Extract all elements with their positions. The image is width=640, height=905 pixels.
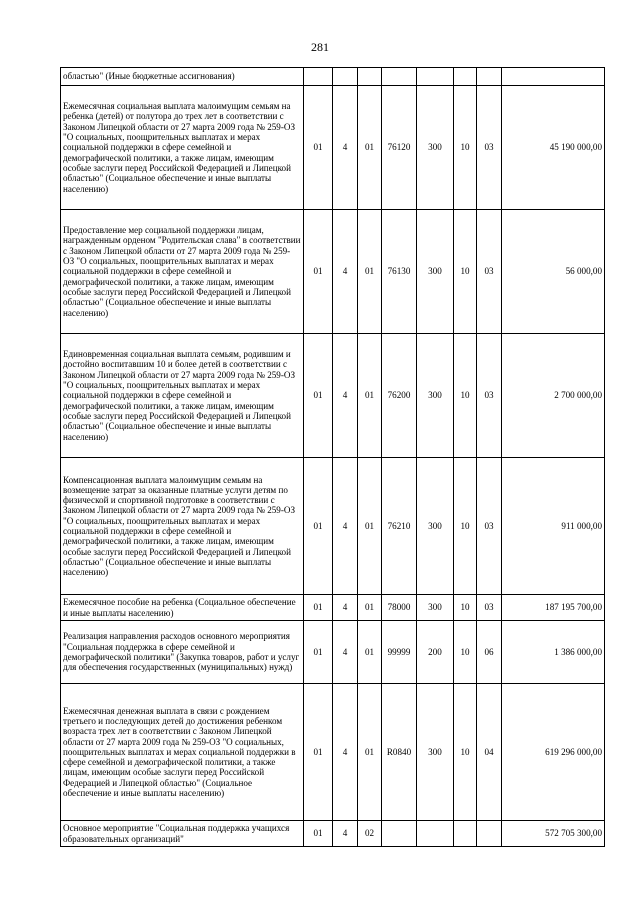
row-description: Основное мероприятие "Социальная поддержка учащихся образовательных организаций" [61,821,304,847]
main-activity-code: 01 [358,595,382,621]
row-description: Предоставление мер социальной поддержки лицам, награжденным орденом "Родительская слава" в соответствии с Законом Липецкой области от 27 марта 2009 года № 259-ОЗ "О социальных, поощрительных выплатах и мерах социальной поддержки в сфере семейной и демографической политики, а также лицам, имеющим особые заслуги перед Российской Федерацией и Липецкой областью" (Социальное обеспечение и иные выплаты населению) [61,210,304,334]
program-code [304,68,333,86]
main-activity-code [358,68,382,86]
subsection-code: 03 [477,595,502,621]
expense-direction-code: 76120 [382,86,417,210]
expense-direction-code [382,68,417,86]
row-description: Ежемесячное пособие на ребенка (Социальное обеспечение и иные выплаты населению) [61,595,304,621]
row-description: Компенсационная выплата малоимущим семьям на возмещение затрат за оказанные платные услуги детям по физической и спортивной подготовке в соответствии с Законом Липецкой области от 27 марта 2009 года № 259-ОЗ "О социальных, поощрительных выплатах и мерах социальной поддержки в сфере семейной и демографической политики, а также лицам, имеющим особые заслуги перед Российской Федерацией и Липецкой областью" (Социальное обеспечение и иные выплаты населению) [61,458,304,595]
amount: 911 000,00 [502,458,605,595]
amount: 45 190 000,00 [502,86,605,210]
expense-direction-code: 99999 [382,621,417,684]
budget-table [60,67,605,847]
expense-direction-code: 78000 [382,595,417,621]
expense-direction-code: R0840 [382,684,417,821]
row-description: Ежемесячная социальная выплата малоимущим семьям на ребенка (детей) от полутора до трех лет в соответствии с Законом Липецкой области от 27 марта 2009 года № 259-ОЗ "О социальных, поощрительных выплатах и мерах социальной поддержки в сфере семейной и демографической политики, а также лицам, имеющим особые заслуги перед Российской Федерацией и Липецкой областью" (Социальное обеспечение и иные выплаты населению) [61,86,304,210]
section-code: 10 [454,210,477,334]
expense-type-code: 300 [417,684,454,821]
program-code: 01 [304,210,333,334]
main-activity-code: 01 [358,86,382,210]
subsection-code: 04 [477,684,502,821]
table-row [61,621,605,684]
main-activity-code: 01 [358,334,382,458]
program-code: 01 [304,821,333,847]
main-activity-code: 01 [358,684,382,821]
expense-type-code [417,821,454,847]
program-code: 01 [304,458,333,595]
page-number: 281 [311,40,329,54]
row-description: Ежемесячная денежная выплата в связи с рождением третьего и последующих детей до достижения ребенком возраста трех лет в соответствии с Законом Липецкой области от 27 марта 2009 года № 259-ОЗ "О социальных, поощрительных выплатах и мерах социальной поддержки в сфере семейной и демографической политики, а также лицам, имеющим особые заслуги перед Российской Федерацией и Липецкой областью" (Социальное обеспечение и иные выплаты населению) [61,684,304,821]
row-description: областью" (Иные бюджетные ассигнования) [61,68,304,86]
amount [502,68,605,86]
amount: 619 296 000,00 [502,684,605,821]
section-code: 10 [454,458,477,595]
amount: 56 000,00 [502,210,605,334]
subsection-code: 06 [477,621,502,684]
program-code: 01 [304,621,333,684]
expense-type-code: 300 [417,458,454,595]
table-row [61,458,605,595]
section-code: 10 [454,621,477,684]
expense-type-code: 300 [417,86,454,210]
table-row [61,684,605,821]
section-code [454,821,477,847]
table-row [61,821,605,847]
table-row [61,210,605,334]
expense-type-code: 300 [417,334,454,458]
subsection-code [477,821,502,847]
table-row [61,86,605,210]
subprogram-code [333,68,358,86]
subprogram-code: 4 [333,334,358,458]
amount: 1 386 000,00 [502,621,605,684]
subprogram-code: 4 [333,210,358,334]
subsection-code: 03 [477,458,502,595]
subsection-code: 03 [477,210,502,334]
section-code: 10 [454,684,477,821]
subsection-code: 03 [477,334,502,458]
program-code: 01 [304,86,333,210]
program-code: 01 [304,595,333,621]
table-row [61,334,605,458]
main-activity-code: 01 [358,210,382,334]
amount: 572 705 300,00 [502,821,605,847]
subprogram-code: 4 [333,458,358,595]
program-code: 01 [304,684,333,821]
expense-direction-code: 76130 [382,210,417,334]
expense-direction-code: 76200 [382,334,417,458]
section-code: 10 [454,334,477,458]
subprogram-code: 4 [333,684,358,821]
program-code: 01 [304,334,333,458]
amount: 2 700 000,00 [502,334,605,458]
row-description: Единовременная социальная выплата семьям, родившим и достойно воспитавшим 10 и более детей в соответствии с Законом Липецкой области от 27 марта 2009 года № 259-ОЗ "О социальных, поощрительных выплатах и мерах социальной поддержки в сфере семейной и демографической политики, а также лицам, имеющим особые заслуги перед Российской Федерацией и Липецкой областью" (Социальное обеспечение и иные выплаты населению) [61,334,304,458]
subsection-code [477,68,502,86]
subsection-code: 03 [477,86,502,210]
expense-type-code: 300 [417,210,454,334]
main-activity-code: 01 [358,621,382,684]
expense-type-code: 300 [417,595,454,621]
subprogram-code: 4 [333,821,358,847]
expense-direction-code: 76210 [382,458,417,595]
table-row [61,595,605,621]
amount: 187 195 700,00 [502,595,605,621]
table-row [61,68,605,86]
subprogram-code: 4 [333,86,358,210]
main-activity-code: 01 [358,458,382,595]
expense-type-code [417,68,454,86]
subprogram-code: 4 [333,595,358,621]
section-code: 10 [454,595,477,621]
section-code [454,68,477,86]
main-activity-code: 02 [358,821,382,847]
subprogram-code: 4 [333,621,358,684]
expense-type-code: 200 [417,621,454,684]
section-code: 10 [454,86,477,210]
expense-direction-code [382,821,417,847]
row-description: Реализация направления расходов основного мероприятия "Социальная поддержка в сфере семейной и демографической политики" (Закупка товаров, работ и услуг для обеспечения государственных (муниципальных) нужд) [61,621,304,684]
